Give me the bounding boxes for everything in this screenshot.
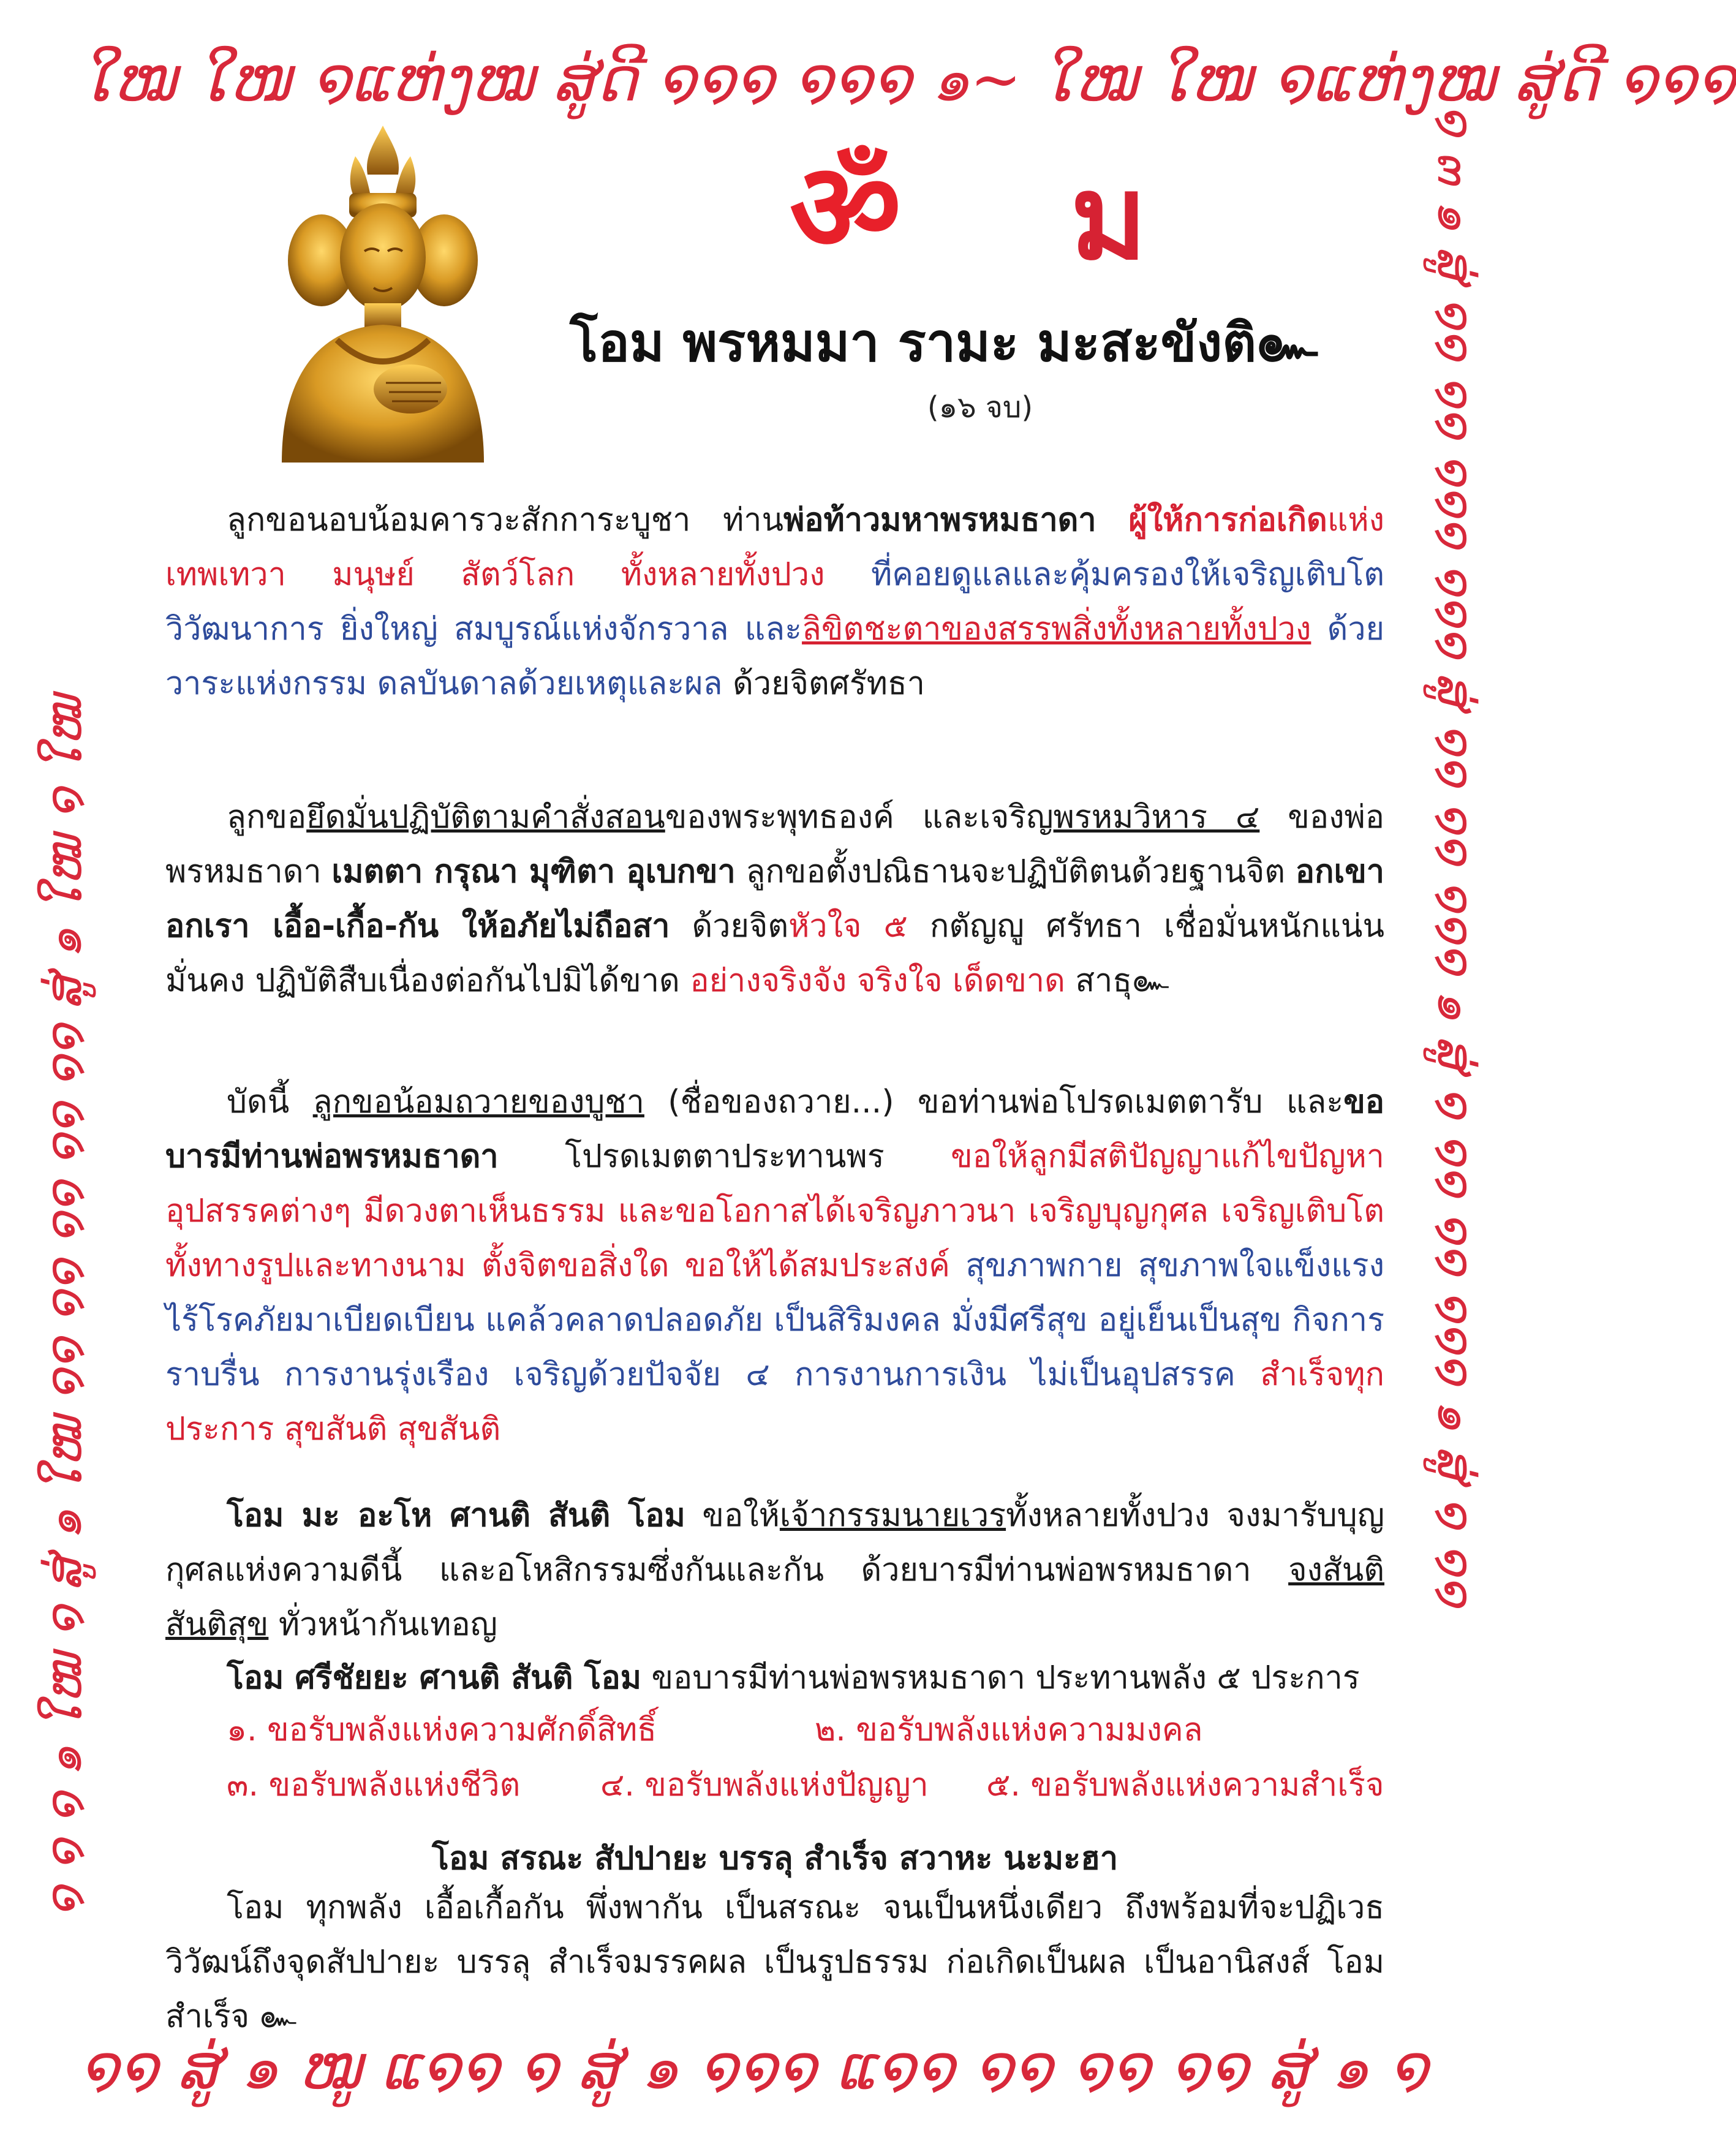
power-item: ๔. ขอรับพลังแห่งปัญญา: [600, 1767, 929, 1803]
power-item: ๑. ขอรับพลังแห่งความศักดิ์สิทธิ์: [227, 1712, 657, 1748]
power-item: ๒. ขอรับพลังแห่งความมงคล: [815, 1712, 1203, 1748]
text-span-blue: ด้วยวาระแห่งกรรม ดลบันดาลด้วยเหตุและผล: [165, 611, 1384, 702]
paragraph-closing: [165, 1881, 1384, 2044]
text-span: โอม ทุกพลัง เอื้อเกื้อกัน พึ่งพากัน เป็นสรณะ จนเป็นหนึ่งเดียว ถึงพร้อมที่จะปฏิเวธวิวัฒน์ถึงจุดสัปปายะ บรรลุ สำเร็จมรรคผล เป็นรูปธรรม ก่อเกิดเป็นผล เป็นอานิสงส์ โอม สำเร็จ ๛: [165, 1889, 1384, 2035]
text-span: ลูกขอตั้งปณิธานจะปฏิบัติตนด้วยฐานจิต: [735, 853, 1296, 890]
text-span: ลูกขอ: [227, 799, 307, 836]
text-span-bold: ขอบารมีท่านพ่อพรหมธาดา: [165, 1084, 1384, 1175]
border-script-right: ໑ ๓ ๑ ສູ່ ໑໑ ໑໑ ໑໑໑ ໑໑໑ ສູ່ ໑໑ ໑໑ ໑໑໑ ๑ ສູ່ ໑ ໑໑ ໑໑ ໑໑໑ ๑ ສູ່ ໑ ໑໑: [1427, 104, 1484, 1607]
text-span: ลูกขอนอบน้อมคารวะสักการะบูชา ท่าน: [227, 502, 783, 538]
om-symbol: ॐ: [789, 137, 902, 279]
text-span: (ชื่อของถวาย...) ขอท่านพ่อโปรดเมตตารับ และ: [644, 1084, 1344, 1120]
paragraph-offering: [165, 1075, 1384, 1457]
text-span-bold: โอม มะ อะโห ศานติ สันติ โอม: [227, 1497, 685, 1534]
text-span: ทั่วหน้ากันเทอญ: [268, 1606, 497, 1643]
text-span: ด้วยจิตศรัทธา: [733, 665, 925, 702]
text-span-underline: ลูกขอน้อมถวายของบูชา: [312, 1084, 644, 1120]
text-span-red: ขอให้ลูกมีสติปัญญาแก้ไขปัญหา อุปสรรคต่างๆ มีดวงตาเห็นธรรม และขอโอกาสได้เจริญภาวนา เจริญบุญกุศล เจริญเติบโตทั้งทางรูปและทางนาม ตั้งจิตขอสิ่งใด ขอให้ได้สมประสงค์: [165, 1138, 1384, 1284]
text-span: ทั้งหลายทั้งปวง จงมารับบุญกุศลแห่งความดีนี้ และอโหสิกรรมซึ่งกันและกัน ด้วยบารมีท่านพ่อพรหมธาดา: [165, 1497, 1384, 1588]
text-span-red-bold: ผู้ให้การก่อเกิด: [1128, 502, 1327, 538]
paragraph-vow: [165, 790, 1384, 1008]
text-span: บัดนี้: [227, 1084, 313, 1120]
text-span-bold: อกเขาอกเรา เอื้อ-เกื้อ-กัน ให้อภัยไม่ถือสา: [165, 853, 1384, 945]
text-span-bold: โอม ศรีชัยยะ ศานติ สันติ โอม: [227, 1660, 641, 1696]
border-script-top: ໃໝ ໃໜ ໑ແຫ່ງໝ ສູ່ດີ ໑໑໑ ໑໑໑ ๑~ ໃໝ ໃໜ ໑ແຫ່ງໝ ສູ່ດີ ໑໑໑: [80, 43, 1736, 115]
text-span: สาธุ๛: [1065, 962, 1169, 999]
repeat-count: (๑๖ จบ): [927, 390, 1033, 425]
power-item: ๕. ขอรับพลังแห่งความสำเร็จ: [986, 1767, 1384, 1803]
text-span-blue: สุขภาพกาย สุขภาพใจแข็งแรง ไร้โรคภัยมาเบียดเบียน แคล้วคลาดปลอดภัย เป็นสิริมงคล มั่งมีศรีสุข อยู่เย็นเป็นสุข กิจการราบรื่น การงานรุ่งเรือง เจริญด้วยปัจจัย ๔ การงานการเงิน ไม่เป็นอุปสรรค: [165, 1247, 1384, 1393]
text-span-red: อย่างจริงจัง จริงใจ เด็ดขาด: [690, 962, 1065, 999]
text-span: โปรดเมตตาประทานพร: [498, 1138, 951, 1175]
text-span-underline: จงสันติ สันติสุข: [165, 1552, 1384, 1643]
text-span: กตัญญู ศรัทธา เชื่อมั่นหนักแน่น มั่นคง ปฏิบัติสืบเนื่องต่อกันไปมิได้ขาด: [165, 908, 1384, 999]
text-span-red-underline: ลิขิตชะตาของสรรพสิ่งทั้งหลายทั้งปวง: [802, 611, 1311, 648]
paragraph-five-powers-intro: [165, 1651, 1384, 1705]
text-span: ขอให้: [685, 1497, 780, 1534]
text-span: ด้วยจิต: [670, 908, 789, 945]
text-span: ของพระพุทธองค์ และเจริญ: [665, 799, 1054, 836]
text-span: ของพ่อพรหมธาดา: [165, 799, 1384, 890]
text-span-bold: พ่อท้าวมหาพรหมธาดา: [783, 502, 1096, 538]
text-span-red: หัวใจ ๕: [788, 908, 908, 945]
text-span-red: สำเร็จทุกประการ สุขสันติ สุขสันติ: [165, 1356, 1384, 1448]
border-script-bottom: ໑໑ ສູ່ ๑ ໝູ ແ໑໑ ໑ ສູ່ ๑ ໑໑໑ ແ໑໑ ໑໑ ໑໑ ໑໑ ສູ່ ๑ ໑: [80, 2031, 1428, 2103]
paragraph-forgiveness: [165, 1489, 1384, 1652]
text-span-blue: ที่คอยดูแลและคุ้มครองให้เจริญเติบโต วิวัฒนาการ ยิ่งใหญ่ สมบูรณ์แห่งจักรวาล และ: [165, 556, 1385, 648]
border-script-left: ໑ ໑ ໑ ๑ ໃໝ ໑ ສູ່ ๑ ໃໝ ໑໑ ໑໑ ໑໑ ໑໑ ໑໑ ສູ່ ๑ ໃໝ ໑ ໃໝ: [36, 695, 92, 1917]
text-span-bold: เมตตา กรุณา มุฑิตา อุเบกขา: [331, 853, 736, 890]
text-span-underline: เจ้ากรรมนายเวร: [779, 1497, 1006, 1534]
text-span-red: แห่งเทพเทวา มนุษย์ สัตว์โลก ทั้งหลายทั้งปวง: [165, 502, 1384, 593]
text-span-underline: พรหมวิหาร ๔: [1053, 799, 1260, 836]
text-span: ขอบารมีท่านพ่อพรหมธาดา ประทานพลัง ๕ ประการ: [641, 1660, 1360, 1696]
brahma-statue-image: [263, 119, 502, 463]
closing-mantra: โอม สรณะ สัปปายะ บรรลุ สำเร็จ สวาหะ นะมะฮา: [431, 1840, 1119, 1877]
paragraph-homage: [165, 493, 1384, 711]
text-span-underline: ยึดมั่นปฏิบัติตามคำสั่งสอน: [306, 799, 665, 836]
mantra-title: โอม พรหมมา รามะ มะสะขังติ๛: [570, 312, 1318, 374]
ma-symbol: ม: [1070, 149, 1147, 285]
power-item: ๓. ขอรับพลังแห่งชีวิต: [227, 1767, 521, 1803]
